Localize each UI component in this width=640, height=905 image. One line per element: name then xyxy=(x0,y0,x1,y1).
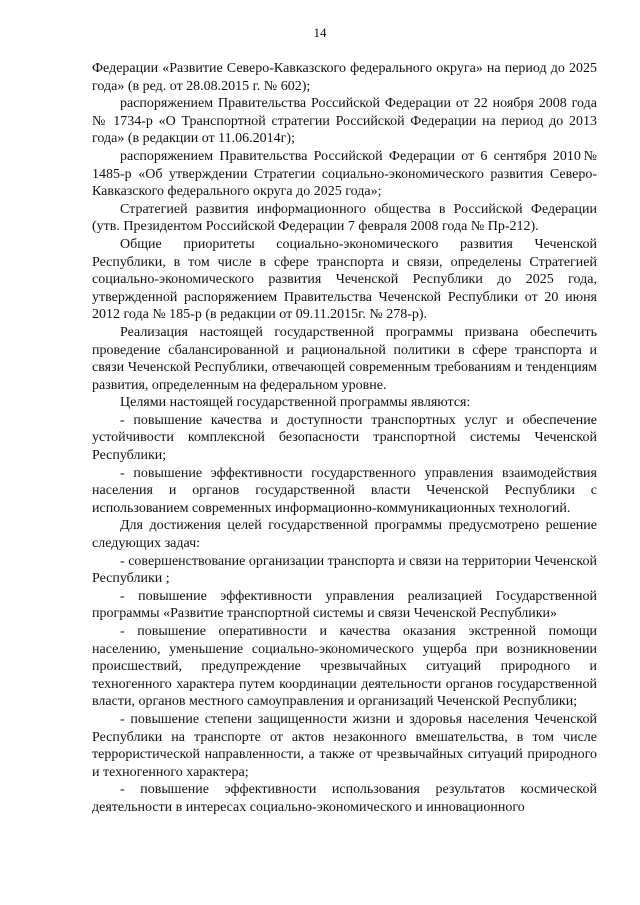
paragraph-information-society: Стратегией развития информационного общества в Российской Федерации (утв. Президентом Российской Федерации 7 февраля 2008 года № Пр-212). xyxy=(92,201,597,235)
paragraph-goals-heading: Целями настоящей государственной программы являются: xyxy=(120,395,471,411)
list-item-task-management: - повышение эффективности управления реализацией Государственной программы «Развитие транспортной системы и связи Чеченской Республики» xyxy=(92,588,597,622)
document-body xyxy=(92,60,597,817)
list-item-task-organization: - совершенствование организации транспорта и связи на территории Чеченской Республики ; xyxy=(92,553,597,587)
list-item-task-emergency: - повышение оперативности и качества оказания экстренной помощи населению, уменьшение социально-экономического ущерба при возникновении происшествий, предупреждение чрезвычайных ситуаций природного и техногенного характера путем координации деятельности органов государственной власти, органов местного самоуправления и организаций Чеченской Республики; xyxy=(92,624,597,710)
paragraph-priorities: Общие приоритеты социально-экономического развития Чеченской Республики, в том числе в сфере транспорта и связи, определены Стратегией социально-экономического развития Чеченской Республики до 2025 года, утвержденной распоряжением Правительства Чеченской Республики от 20 июня 2012 года № 185-р (в редакции от 09.11.2015г. № 278-р). xyxy=(92,236,597,323)
paragraph-skfo-strategy: распоряжением Правительства Российской Федерации от 6 сентября 2010№ 1485-р «Об утверждении Стратегии социально-экономического развития Северо-Кавказского федерального округа до 2025 года»; xyxy=(92,148,597,200)
paragraph-continuation: Федерации «Развитие Северо-Кавказского федерального округа» на период до 2025 года» (в ред. от 28.08.2015 г. № 602); xyxy=(92,61,597,94)
list-item-task-space: - повышение эффективности использования результатов космической деятельности в интересах социально-экономического и инновационного xyxy=(92,782,597,815)
list-item-task-security: - повышение степени защищенности жизни и здоровья населения Чеченской Республики на транспорте от актов незаконного вмешательства, в том числе террористической направленности, а также от чрезвычайных ситуаций природного и техногенного характера; xyxy=(92,711,597,780)
list-item-goal-transport: - повышение качества и доступности транспортных услуг и обеспечение устойчивости комплексной безопасности транспортной системы Чеченской Республики; xyxy=(92,412,597,464)
paragraph-tasks-heading: Для достижения целей государственной программы предусмотрено решение следующих задач: xyxy=(92,518,597,552)
page-number: 14 xyxy=(313,25,327,40)
paragraph-transport-strategy: распоряжением Правительства Российской Федерации от 22 ноября 2008 года № 1734-р «О Транспортной стратегии Российской Федерации на период до 2013 года» (в редакции от 11.06.2014г); xyxy=(92,96,597,147)
paragraph-program-purpose: Реализация настоящей государственной программы призвана обеспечить проведение сбалансированной и рациональной политики в сфере транспорта и связи Чеченской Республики, отвечающей современным требованиям и тенденциям развития, определенным на федеральном уровне. xyxy=(92,324,597,393)
list-item-goal-governance: - повышение эффективности государственного управления взаимодействия населения и органов государственной власти Чеченской Республики с использованием современных информационно-коммуникационных технологий. xyxy=(92,465,597,516)
